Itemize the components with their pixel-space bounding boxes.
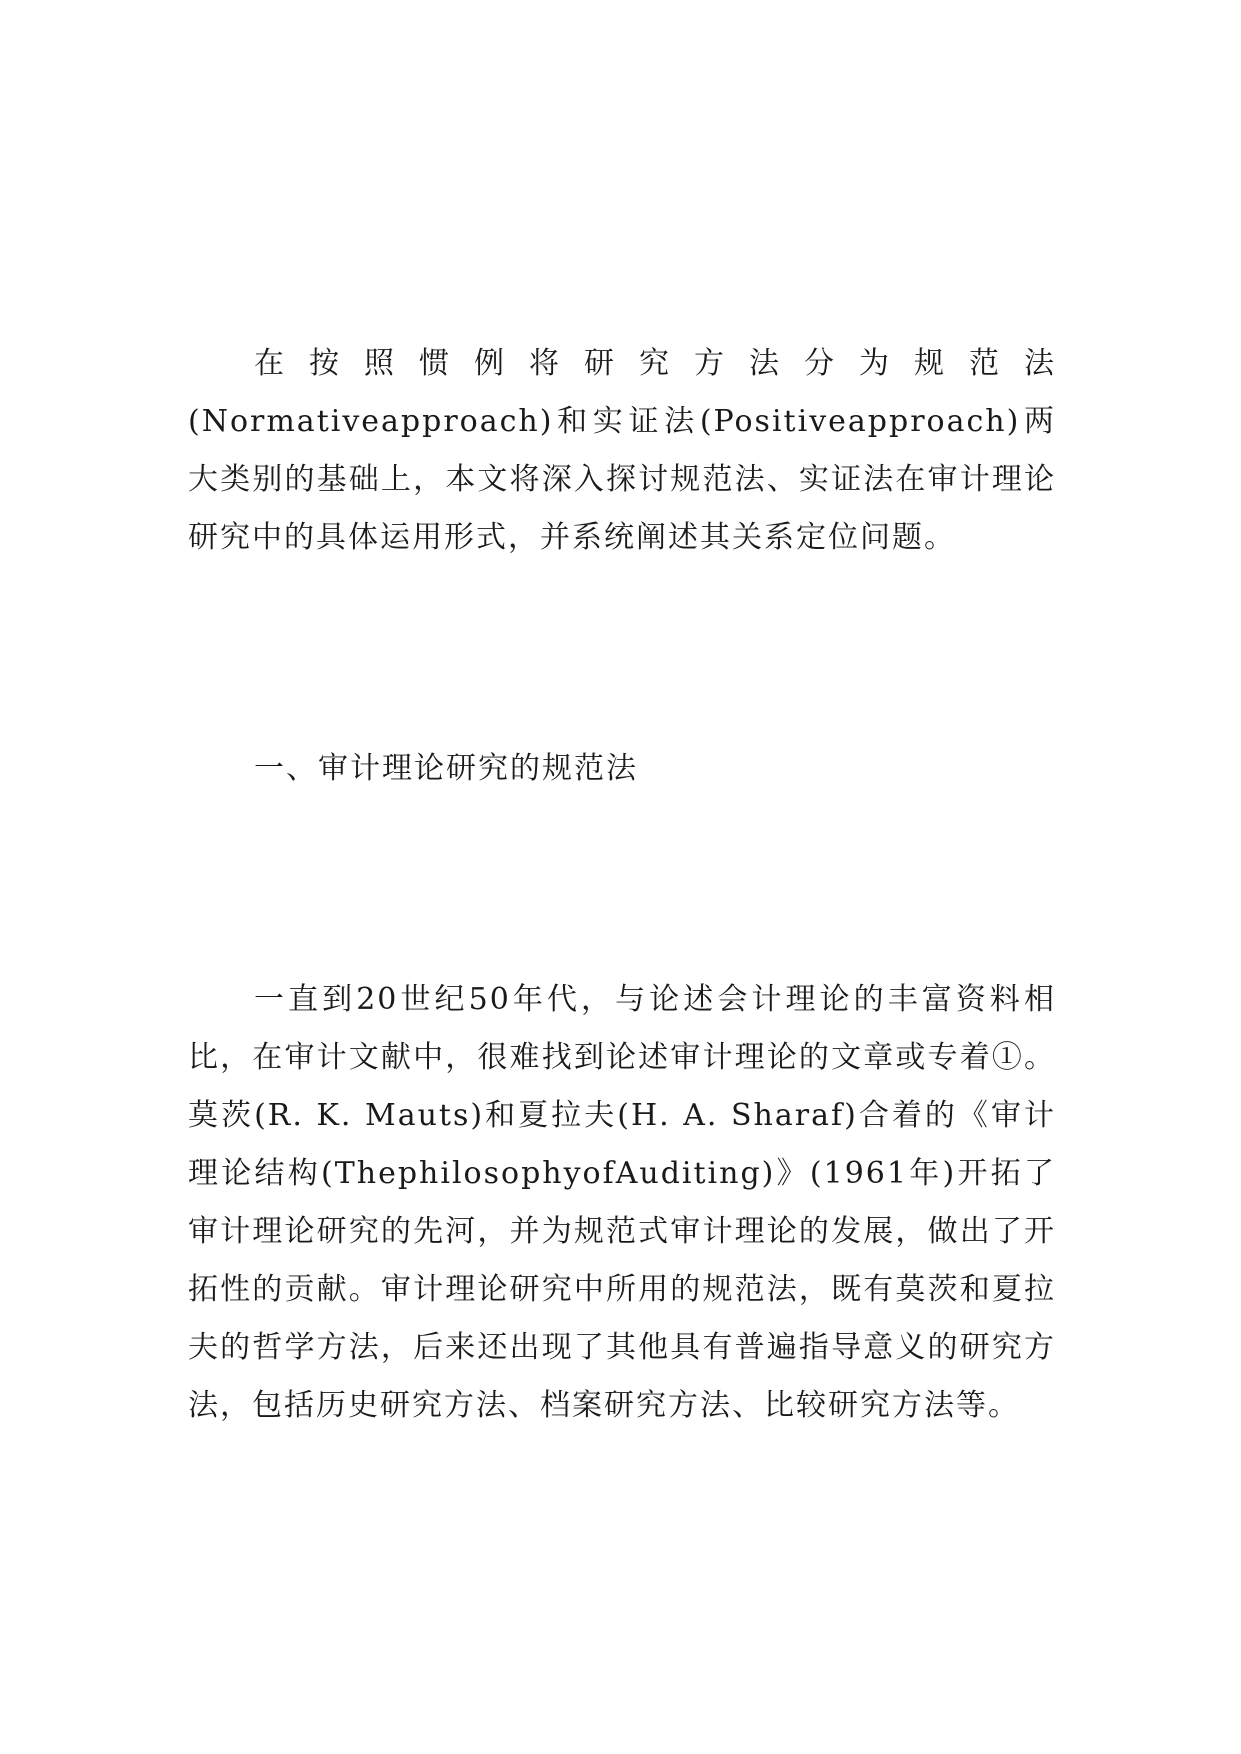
section-heading: 一、审计理论研究的规范法 bbox=[254, 751, 638, 786]
body-paragraph: 一直到20世纪50年代，与论述会计理论的丰富资料相比，在审计文献中，很难找到论述审计理论的文章或专着①。莫茨(R. K. Mauts)和夏拉夫(H. A. Sharaf)合着的《审计理论结构(ThephilosophyofAuditing)》(1961年)开拓了审计理论研究的先河，并为规范式审计理论的发展，做出了开拓性的贡献。审计理论研究中所用的规范法，既有莫茨和夏拉夫的哲学方法，后来还出现了其他具有普遍指导意义的研究方法，包括历史研究方法、档案研究方法、比较研究方法等。 bbox=[188, 982, 1056, 1423]
intro-paragraph: 在按照惯例将研究方法分为规范法(Normativeapproach)和实证法(Positiveapproach)两大类别的基础上，本文将深入探讨规范法、实证法在审计理论研究中的具体运用形式，并系统阐述其关系定位问题。 bbox=[188, 346, 1056, 555]
